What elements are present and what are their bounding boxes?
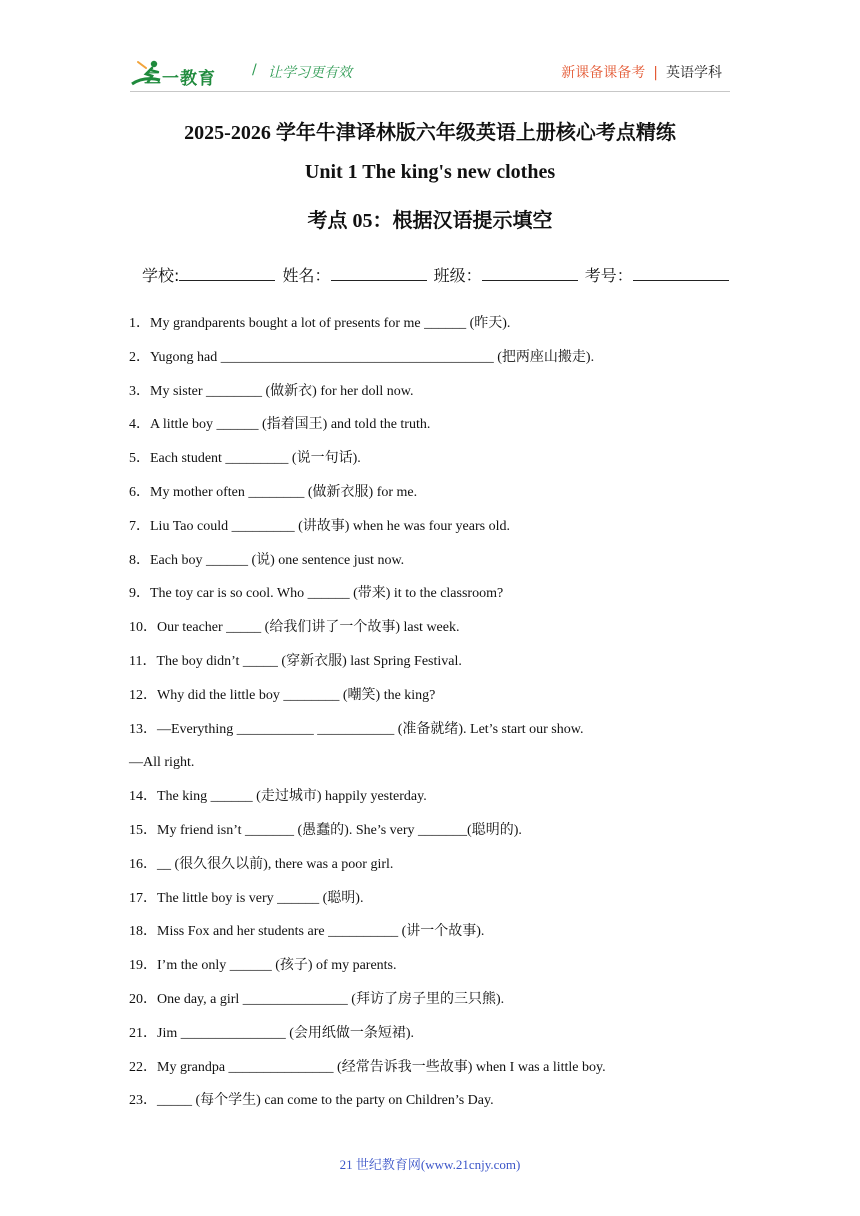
question-item: 21．Jim _______________ (会用纸做一条短裙). (129, 1025, 415, 1041)
question-item: 23．_____ (每个学生) can come to the party on Children’s Day. (129, 1093, 494, 1109)
question-item: 7．Liu Tao could _________ (讲故事) when he was four years old. (129, 518, 510, 534)
class-blank (482, 266, 578, 281)
question-item: 22．My grandpa _______________ (经常告诉我一些故事) when I was a little boy. (129, 1059, 606, 1075)
exam-number-blank (633, 266, 729, 281)
question-item: 9．The toy car is so cool. Who ______ (带来) it to the classroom? (129, 586, 504, 602)
logo-text: 二一教育 (144, 69, 216, 89)
question-item: 6．My mother often ________ (做新衣服) for me. (129, 484, 418, 500)
question-item: 17．The little boy is very ______ (聪明). (129, 890, 364, 906)
question-item: 13．—Everything ___________ ___________ (准备就绪). Let’s start our show. (129, 721, 584, 737)
header-subject: 英语学科 (666, 65, 722, 81)
slogan-divider: / (252, 62, 257, 78)
question-item: 20．One day, a girl _______________ (拜访了房子里的三只熊). (129, 991, 505, 1007)
question-item: 16．__ (很久很久以前), there was a poor girl. (129, 856, 394, 872)
unit-title: Unit 1 The king's new clothes (304, 161, 556, 183)
school-label: 学校: (142, 266, 180, 285)
exam-number-label: 考号： (584, 266, 633, 285)
question-item: 1．My grandparents bought a lot of presents for me ______ (昨天). (129, 316, 511, 331)
question-item: 18．Miss Fox and her students are __________ (讲一个故事). (129, 924, 485, 940)
header-right (561, 62, 722, 82)
name-blank (331, 266, 427, 281)
student-info-line (142, 263, 731, 286)
name-label: 姓名： (282, 266, 331, 285)
question-list (129, 314, 749, 1125)
question-item: 4．A little boy ______ (指着国王) and told the truth. (129, 417, 431, 433)
question-item: 12．Why did the little boy ________ (嘲笑) the king? (129, 687, 436, 703)
header-separator: | (653, 65, 658, 81)
question-item: 5．Each student _________ (说一句话). (129, 451, 361, 467)
question-item: 19．I’m the only ______ (孩子) of my parents. (129, 958, 397, 974)
page-header (0, 0, 860, 96)
class-label: 班级： (433, 266, 482, 285)
question-item: 11．The boy didn’t _____ (穿新衣服) last Spring Festival. (129, 653, 462, 669)
question-item: 15．My friend isn’t _______ (愚蠢的). She’s very _______(聪明的). (129, 822, 522, 838)
question-item: 14．The king ______ (走过城市) happily yesterday. (129, 789, 427, 805)
school-blank (179, 266, 275, 281)
doc-title: 2025-2026 学年牛津译林版六年级英语上册核心考点精练 (184, 122, 676, 144)
page-footer: 21 世纪教育网(www.21cnjy.com) (339, 1157, 521, 1172)
header-divider (130, 91, 730, 92)
question-item: 3．My sister ________ (做新衣) for her doll now. (129, 383, 414, 399)
slogan: 让学习更有效 (268, 65, 352, 81)
header-tagline: 新课备课备考 (561, 65, 646, 81)
question-item: 8．Each boy ______ (说) one sentence just now. (129, 552, 405, 568)
question-item: 10．Our teacher _____ (给我们讲了一个故事) last week. (129, 620, 460, 636)
question-item: 2．Yugong had _______________________________________ (把两座山搬走). (129, 349, 595, 365)
section-title: 考点 05：根据汉语提示填空 (307, 210, 553, 232)
question-item: —All right. (129, 755, 195, 771)
